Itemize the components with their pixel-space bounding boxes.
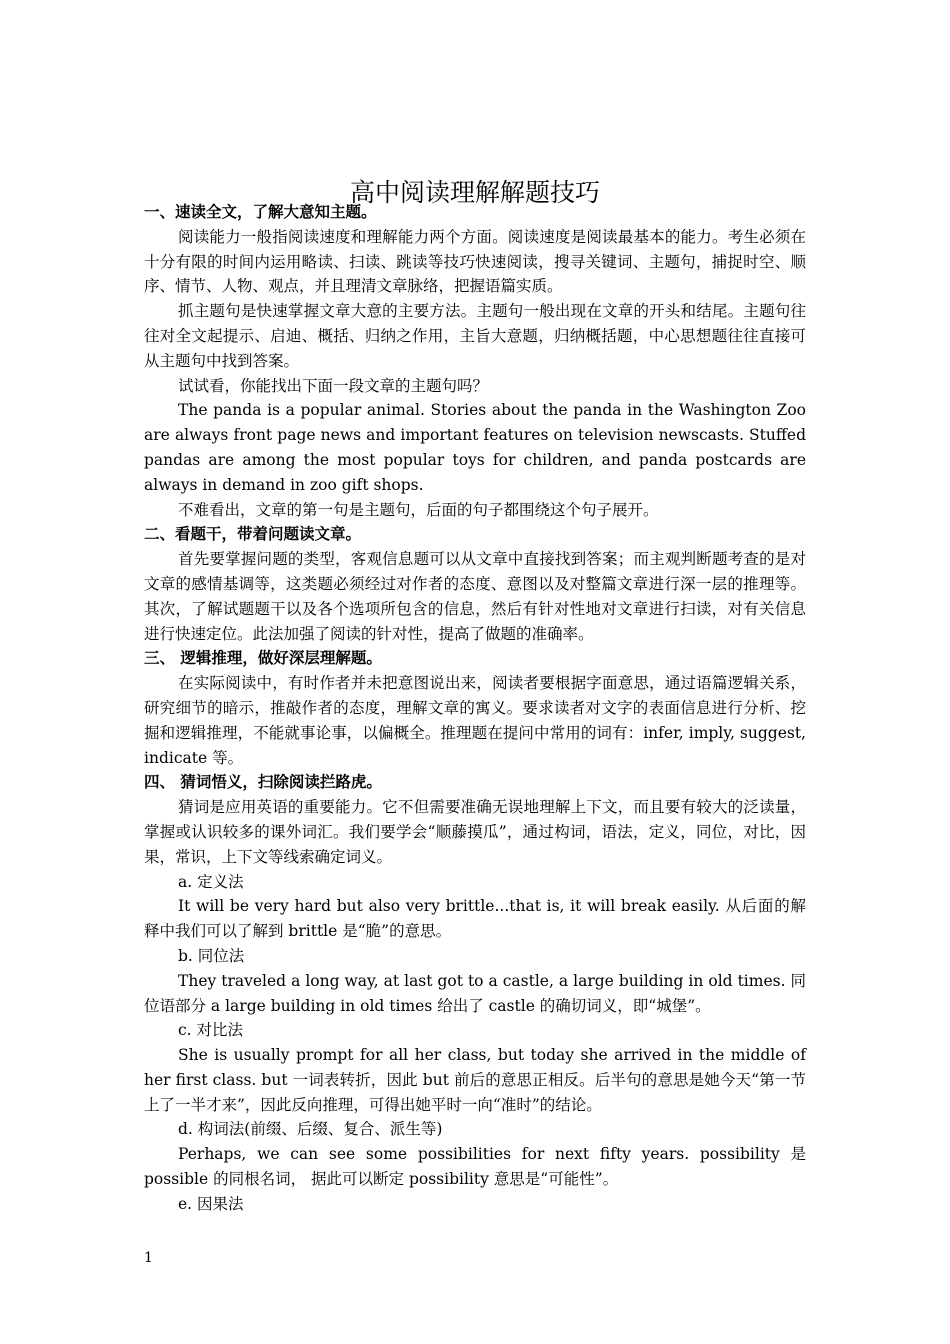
page-number: 1	[144, 1250, 153, 1266]
paragraph: 试试看，你能找出下面一段文章的主题句吗？	[178, 376, 489, 395]
paragraph: They traveled a long way, at last got to a castle, a large building in old times. 同位语部分 a large building in old times 给出了 castle 的确切词义，即“城堡”。	[144, 971, 806, 1015]
paragraph: 猜词是应用英语的重要能力。它不但需要准确无误地理解上下文，而且要有较大的泛读量，掌握或认识较多的课外词汇。我们要学会“顺藤摸瓜”，通过构词，语法，定义，同位，对比，因果，常识，上下文等线索确定词义。	[144, 798, 806, 866]
section-heading: 一、速读全文，了解大意知主题。	[144, 202, 377, 221]
method-label: b. 同位法	[178, 946, 245, 965]
paragraph: 抓主题句是快速掌握文章大意的主要方法。主题句一般出现在文章的开头和结尾。主题句往往对全文起提示、启迪、概括、归纳之作用，主旨大意题，归纳概括题，中心思想题往往直接可从主题句中找到答案。	[144, 302, 806, 370]
section-heading: 四、 猜词悟义，扫除阅读拦路虎。	[144, 772, 382, 792]
paragraph: 不难看出，文章的第一句是主题句，后面的句子都围绕这个句子展开。	[178, 500, 659, 519]
paragraph: 阅读能力一般指阅读速度和理解能力两个方面。阅读速度是阅读最基本的能力。考生必须在十分有限的时间内运用略读、扫读、跳读等技巧快速阅读，搜寻关键词、主题句，捕捉时空、顺序、情节、人物、观点，并且理清文章脉络，把握语篇实质。	[144, 227, 806, 296]
section-heading: 三、 逻辑推理，做好深层理解题。	[144, 648, 382, 668]
paragraph: Perhaps, we can see some possibilities for next fifty years. possibility 是 possible 的同根名词， 据此可以断定 possibility 意思是“可能性”。	[144, 1145, 806, 1189]
method-label: c. 对比法	[178, 1021, 244, 1040]
page-title: 高中阅读理解解题技巧	[349, 177, 600, 207]
paragraph: 在实际阅读中，有时作者并未把意图说出来，阅读者要根据字面意思，通过语篇逻辑关系，研究细节的暗示，推敲作者的态度，理解文章的寓义。要求读者对文字的表面信息进行分析、挖掘和逻辑推理，不能就事论事，以偏概全。推理题在提问中常用的词有：infer, imply, suggest, indicate 等。	[144, 674, 806, 767]
document-body	[144, 200, 806, 1217]
method-label: e. 因果法	[178, 1194, 244, 1213]
paragraph: The panda is a popular animal. Stories about the panda in the Washington Zoo are always front page news and important features on television newscasts. Stuffed pandas are among the most popular toys for children, and panda postcards are always in demand in zoo gift shops.	[144, 401, 806, 494]
section-heading: 二、看题干，带着问题读文章。	[144, 524, 362, 544]
method-label: d. 构词法(前缀、后缀、复合、派生等)	[178, 1120, 443, 1139]
paragraph: She is usually prompt for all her class, but today she arrived in the middle of her first class. but 一词表转折，因此 but 前后的意思正相反。后半句的意思是她今天“第一节上了一半才来”，因此反向推理，可得出她平时一向“准时”的结论。	[144, 1046, 806, 1114]
paragraph: 首先要掌握问题的类型，客观信息题可以从文章中直接找到答案；而主观判断题考查的是对文章的感情基调等，这类题必须经过对作者的态度、意图以及对整篇文章进行深一层的推理等。其次，了解试题题干以及各个选项所包含的信息，然后有针对性地对文章进行扫读，对有关信息进行快速定位。此法加强了阅读的针对性，提高了做题的准确率。	[144, 550, 806, 643]
paragraph: It will be very hard but also very brittle...that is, it will break easily. 从后面的解释中我们可以了解到 brittle 是“脆”的意思。	[144, 897, 806, 941]
method-label: a. 定义法	[178, 872, 244, 891]
